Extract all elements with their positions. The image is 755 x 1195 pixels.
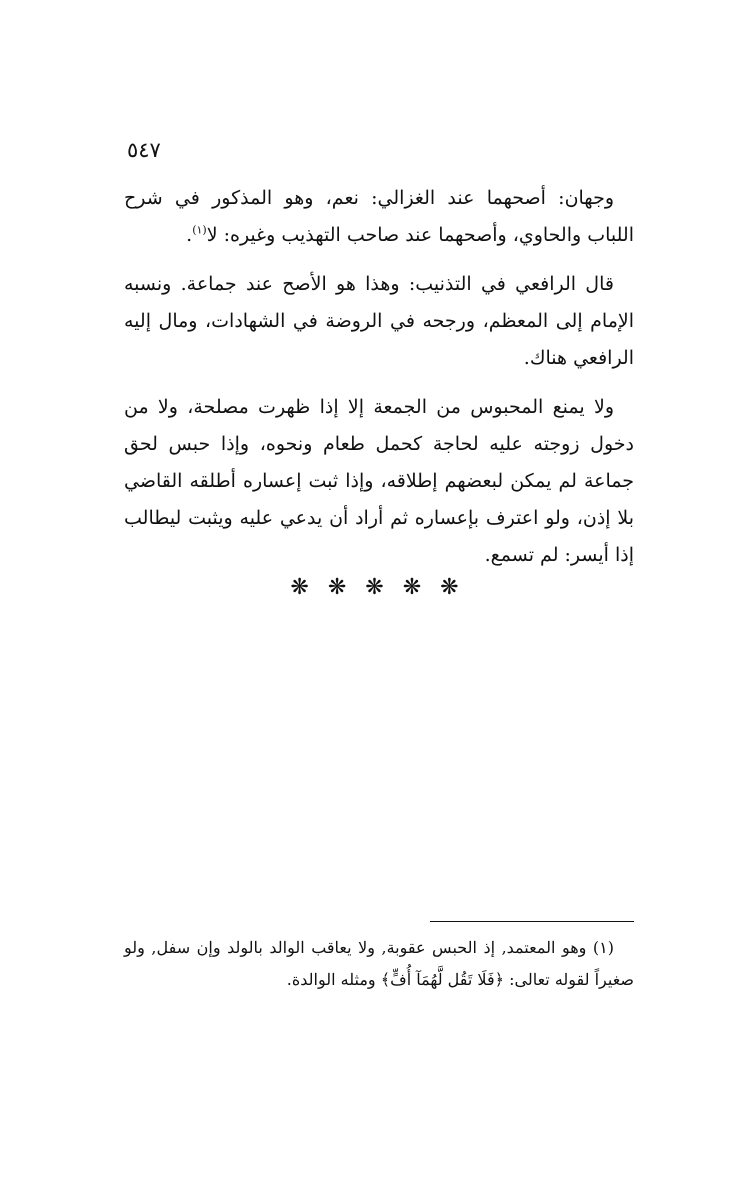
paragraph [124,389,634,574]
footnote: (١) وهو المعتمد, إذ الحبس عقوبة, ولا يعاقب الوالد بالولد وإن سفل, ولو صغيراً لقوله تعالى: ﴿فَلَا تَقُل لَّهُمَآ أُفٍّ﴾ ومثله الوالدة. [124,938,634,989]
footnote-divider [430,921,634,922]
paragraph-text: ولا يمنع المحبوس من الجمعة إلا إذا ظهرت مصلحة، ولا من دخول زوجته عليه لحاجة كحمل طعام ونحوه، وإذا حبس لحق جماعة لم يمكن لبعضهم إطلاقه، وإذا ثبت إعساره أطلقه القاضي بلا إذن، ولو اعترف بإعساره ثم أراد أن يدعي عليه ويثبت ليطالب إذا أيسر: لم تسمع. [124,396,634,566]
paragraph [124,266,634,377]
main-text [124,180,634,586]
footnotes [124,932,634,996]
footnote-reference[interactable]: (١) [192,223,207,237]
paragraph-end: . [186,224,193,246]
paragraph-text: قال الرافعي في التذنيب: وهذا هو الأصح عند جماعة. ونسبه الإمام إلى المعظم، ورجحه في الروضة في الشهادات، ومال إليه الرافعي هناك. [124,273,634,369]
section-separator-stars: ❋ ❋ ❋ ❋ ❋ [290,575,465,600]
paragraph-text: وجهان: أصحهما عند الغزالي: نعم، وهو المذكور في شرح اللباب والحاوي، وأصحهما عند صاحب التهذيب وغيره: لا [124,187,634,246]
page-number: ٥٤٧ [127,138,161,162]
paragraph [124,180,634,254]
